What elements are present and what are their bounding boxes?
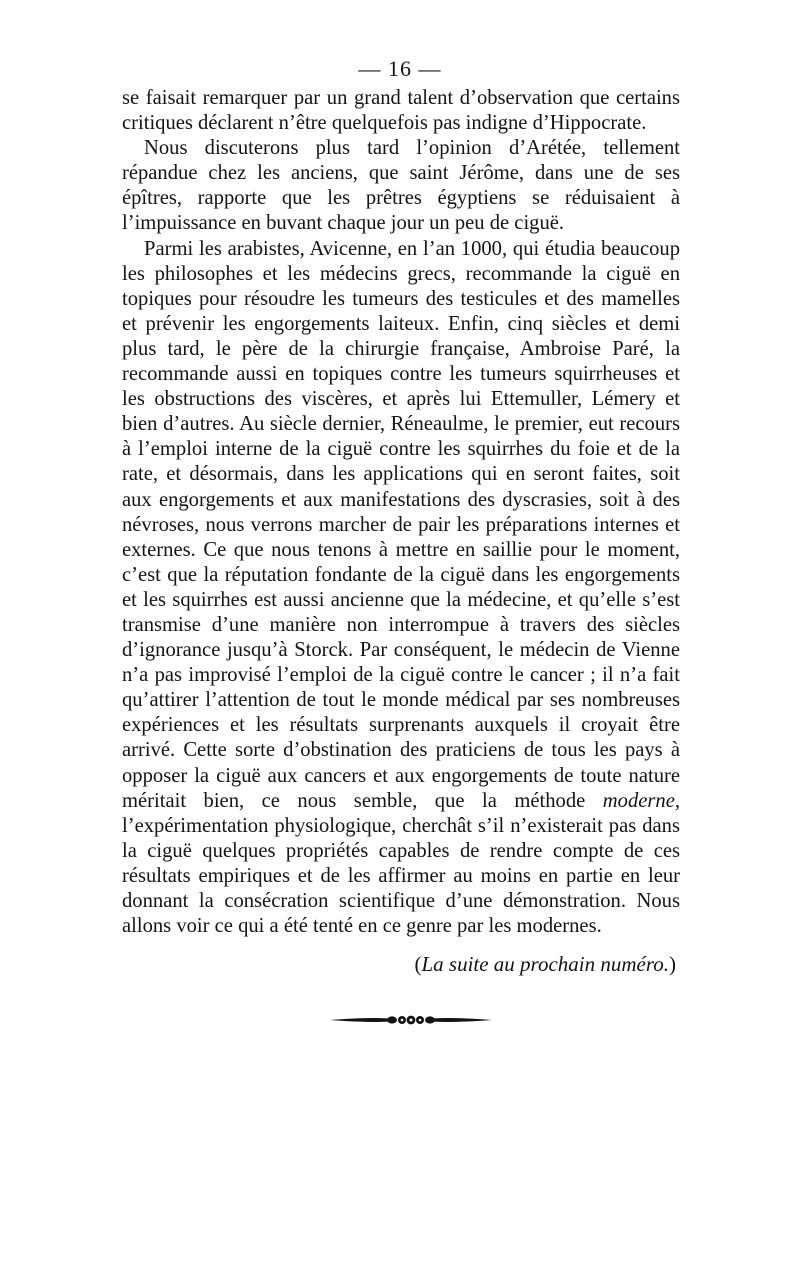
continuation-note (0, 952, 800, 977)
decorative-rule-icon (328, 1013, 494, 1027)
paragraph-3 (122, 237, 680, 940)
paragraph-3-part-1: Parmi les arabistes, Avicenne, en l’an 1000, qui étudia beaucoup les philosophes et les médecins grecs, recommande la ciguë en topiques pour résoudre les tumeurs des testicules et des mamelles et prévenir les engorgements laiteux. Enfin, cinq siècles et demi plus tard, le père de la chirurgie française, Ambroise Paré, la recommande aussi en topiques contre les tumeurs squirrheuses et les obstructions des viscères, et après lui Ettemuller, Lémery et bien d’autres. Au siècle dernier, Réneaulme, le premier, eut recours à l’emploi interne de la ciguë contre les squirrhes du foie et de la rate, et désormais, dans les applications qui en seront faites, soit aux engorgements et aux manifestations des dyscrasies, soit à des névroses, nous verrons marcher de pair les préparations internes et externes. Ce que nous tenons à mettre en saillie pour le moment, c’est que la réputation fondante de la ciguë dans les engorgements et les squirrhes est aussi ancienne que la médecine, et qu’elle s’est transmise d’une manière non interrompue à travers des siècles d’ignorance jusqu’à Storck. Par conséquent, le médecin de Vienne n’a pas improvisé l’emploi de la ciguë contre le cancer ; il n’a fait qu’attirer l’attention de tout le monde médical par ses nombreuses expériences et les résultats surprenants auxquels il croyait être arrivé. Cette sorte d’obstination des praticiens de tous les pays à opposer la ciguë aux cancers et aux engorgements de toute nature méritait bien, ce nous semble, que la méthode (122, 237, 680, 812)
body-text (122, 86, 680, 939)
paragraph-2: Nous discuterons plus tard l’opinion d’Arétée, tellement répandue chez les anciens, que saint Jérôme, dans une de ses épîtres, rapporte que les prêtres égyptiens se réduisaient à l’impuissance en buvant chaque jour un peu de ciguë. (122, 137, 680, 235)
continuation-close-paren: ) (669, 952, 676, 976)
continuation-text: La suite au prochain numéro. (421, 952, 669, 976)
paragraph-3-part-2: , l’expérimentation physiologique, cherchât s’il n’existerait pas dans la ciguë quelques propriétés capables de rendre compte de ces résultats empiriques et de les affirmer au moins en partie en leur donnant la consécration scientifique d’une démonstration. Nous allons voir ce qui a été tenté en ce genre par les modernes. (122, 789, 680, 938)
page-number: — 16 — (358, 56, 442, 81)
continuation-open-paren: ( (414, 952, 422, 976)
emphasis-moderne: moderne (602, 789, 675, 812)
paragraph-1: se faisait remarquer par un grand talent d’observation que certains critiques déclarent n’être quelquefois pas indigne d’Hippocrate. (122, 87, 680, 135)
